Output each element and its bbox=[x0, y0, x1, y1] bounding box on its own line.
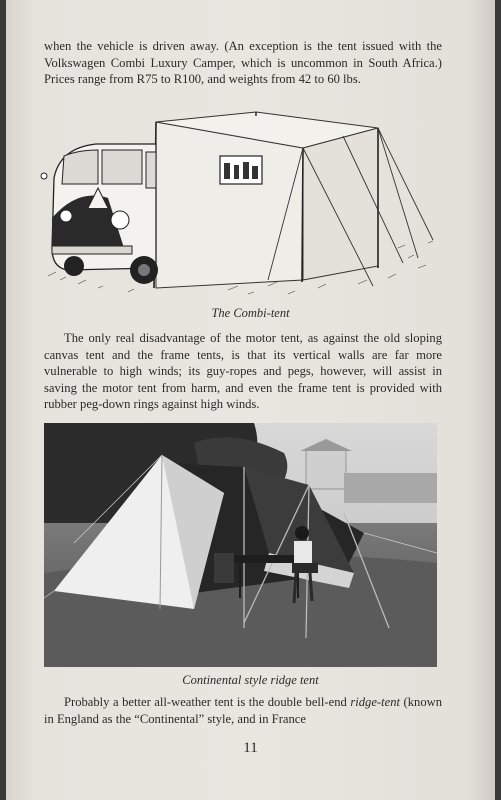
paragraph-3 bbox=[44, 694, 442, 727]
book-page bbox=[6, 0, 495, 800]
combi-tent-illustration bbox=[38, 108, 448, 303]
paragraph-3-italic: ridge-tent bbox=[350, 695, 400, 709]
paragraph-3-end: (known in England as the “Continental” style, and in France bbox=[44, 695, 443, 726]
page-number: 11 bbox=[243, 740, 258, 756]
paragraph-2: The only real disadvantage of the motor tent, as against the old sloping canvas tent and the frame tents, is that its vertical walls are far more vulnerable to high winds; its guy-ropes and pegs, however, will assist in saving the motor tent from harm, and even the frame tent is provided with rubber peg-down rings against high winds. bbox=[44, 331, 442, 411]
paragraph-3-start: Probably a better all-weather tent is the double bell-end bbox=[64, 695, 351, 709]
figure-2-caption: Continental style ridge tent bbox=[182, 673, 319, 687]
figure-1-caption: The Combi-tent bbox=[211, 306, 290, 320]
ridge-tent-photo bbox=[44, 423, 437, 667]
paragraph-1: when the vehicle is driven away. (An exception is the tent issued with the Volkswagen Combi Luxury Camper, which is uncommon in South Africa.) Prices range from R75 to R100, and weights from 42 to 60 lbs. bbox=[44, 39, 442, 86]
